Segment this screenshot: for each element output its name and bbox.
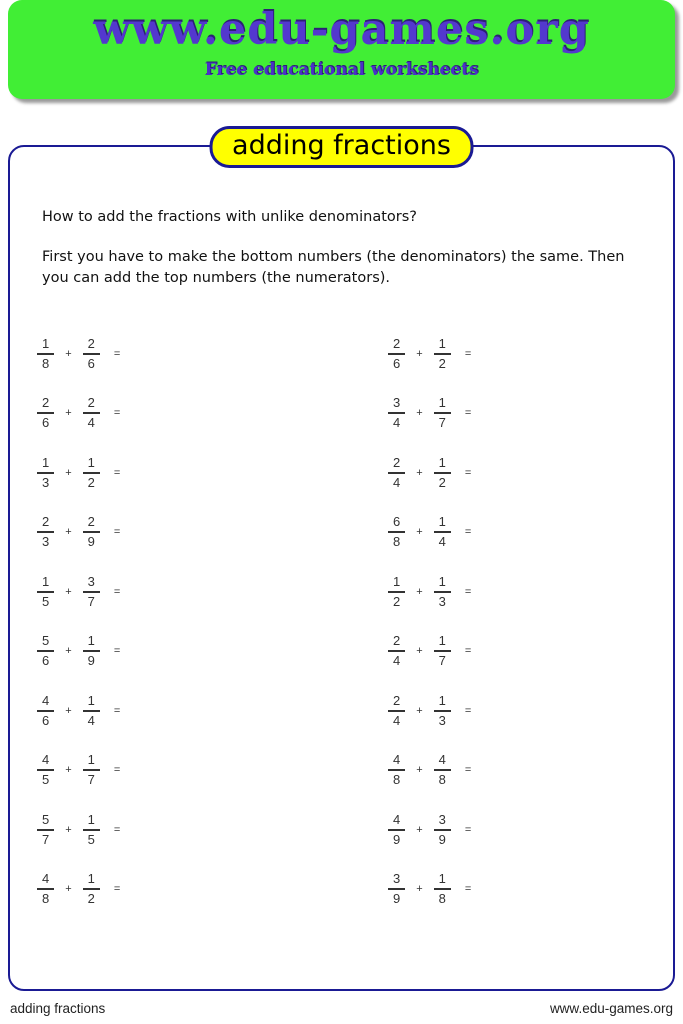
denominator: 2: [87, 891, 95, 907]
numerator: 6: [388, 515, 405, 533]
numerator: 3: [83, 575, 100, 593]
plus-operator: +: [416, 466, 423, 479]
equals-sign: =: [464, 704, 472, 717]
plus-operator: +: [416, 704, 423, 717]
plus-operator: +: [416, 883, 423, 896]
fraction-first: [388, 753, 405, 787]
fraction-first: [37, 872, 54, 906]
equals-sign: =: [464, 347, 472, 360]
fraction-problem: [388, 860, 673, 920]
fraction-problem: [388, 741, 673, 801]
denominator: 2: [438, 355, 446, 371]
denominator: 7: [87, 772, 95, 788]
denominator: 7: [42, 831, 50, 847]
numerator: 1: [37, 337, 54, 355]
denominator: 7: [438, 415, 446, 431]
numerator: 4: [37, 694, 54, 712]
fraction-second: [83, 872, 100, 906]
numerator: 5: [37, 813, 54, 831]
denominator: 9: [87, 653, 95, 669]
equals-sign: =: [113, 407, 121, 420]
numerator: 1: [434, 337, 451, 355]
denominator: 4: [393, 653, 401, 669]
denominator: 6: [87, 355, 95, 371]
denominator: 8: [393, 772, 401, 788]
denominator: 4: [393, 712, 401, 728]
denominator: 9: [393, 831, 401, 847]
numerator: 1: [83, 694, 100, 712]
problems-column-right: [388, 324, 673, 919]
fraction-second: [434, 872, 451, 906]
fraction-second: [83, 515, 100, 549]
denominator: 5: [42, 772, 50, 788]
numerator: 1: [434, 694, 451, 712]
fraction-problem: [37, 443, 388, 503]
numerator: 1: [434, 872, 451, 890]
equals-sign: =: [113, 883, 121, 896]
numerator: 5: [37, 634, 54, 652]
fraction-second: [434, 456, 451, 490]
denominator: 3: [42, 534, 50, 550]
numerator: 1: [37, 575, 54, 593]
fraction-second: [83, 753, 100, 787]
problems-column-left: [37, 324, 388, 919]
numerator: 1: [434, 575, 451, 593]
numerator: 4: [388, 813, 405, 831]
fraction-problem: [388, 324, 673, 384]
fraction-second: [83, 634, 100, 668]
denominator: 2: [87, 474, 95, 490]
denominator: 2: [393, 593, 401, 609]
footer-site-url: www.edu-games.org: [549, 1001, 673, 1016]
equals-sign: =: [464, 466, 472, 479]
fraction-problem: [388, 443, 673, 503]
plus-operator: +: [416, 407, 423, 420]
fraction-second: [83, 694, 100, 728]
equals-sign: =: [113, 526, 121, 539]
equals-sign: =: [113, 645, 121, 658]
fraction-first: [37, 575, 54, 609]
equals-sign: =: [113, 704, 121, 717]
numerator: 1: [83, 634, 100, 652]
numerator: 2: [388, 634, 405, 652]
denominator: 9: [87, 534, 95, 550]
fraction-problem: [37, 324, 388, 384]
denominator: 8: [438, 772, 446, 788]
numerator: 2: [37, 396, 54, 414]
denominator: 2: [438, 474, 446, 490]
equals-sign: =: [113, 347, 121, 360]
plus-operator: +: [416, 764, 423, 777]
numerator: 4: [388, 753, 405, 771]
denominator: 4: [393, 474, 401, 490]
numerator: 2: [83, 337, 100, 355]
fraction-problem: [388, 800, 673, 860]
numerator: 4: [37, 753, 54, 771]
denominator: 6: [393, 355, 401, 371]
fraction-second: [83, 575, 100, 609]
plus-operator: +: [416, 823, 423, 836]
page-footer: [10, 1001, 673, 1016]
fraction-first: [388, 337, 405, 371]
equals-sign: =: [113, 764, 121, 777]
fraction-second: [434, 396, 451, 430]
denominator: 5: [42, 593, 50, 609]
fraction-problem: [388, 503, 673, 563]
plus-operator: +: [65, 585, 72, 598]
denominator: 7: [87, 593, 95, 609]
plus-operator: +: [65, 704, 72, 717]
denominator: 4: [393, 415, 401, 431]
fraction-first: [388, 634, 405, 668]
plus-operator: +: [416, 526, 423, 539]
fraction-first: [388, 872, 405, 906]
numerator: 1: [83, 872, 100, 890]
denominator: 8: [393, 534, 401, 550]
denominator: 6: [42, 653, 50, 669]
numerator: 2: [83, 515, 100, 533]
fraction-second: [434, 694, 451, 728]
denominator: 6: [42, 712, 50, 728]
plus-operator: +: [416, 645, 423, 658]
numerator: 1: [83, 456, 100, 474]
numerator: 2: [83, 396, 100, 414]
plus-operator: +: [65, 764, 72, 777]
plus-operator: +: [416, 347, 423, 360]
equals-sign: =: [113, 823, 121, 836]
fraction-problem: [37, 562, 388, 622]
fraction-problem: [37, 622, 388, 682]
footer-worksheet-name: adding fractions: [10, 1001, 106, 1016]
fraction-problem: [37, 503, 388, 563]
numerator: 2: [388, 337, 405, 355]
fraction-second: [83, 456, 100, 490]
fraction-problem: [37, 860, 388, 920]
denominator: 8: [42, 891, 50, 907]
fraction-second: [83, 813, 100, 847]
fraction-first: [37, 396, 54, 430]
site-title: www.edu-games.org: [93, 5, 590, 55]
plus-operator: +: [65, 823, 72, 836]
denominator: 6: [42, 415, 50, 431]
plus-operator: +: [65, 407, 72, 420]
denominator: 8: [42, 355, 50, 371]
denominator: 3: [438, 712, 446, 728]
fraction-problem: [37, 681, 388, 741]
denominator: 9: [393, 891, 401, 907]
denominator: 8: [438, 891, 446, 907]
fraction-second: [434, 337, 451, 371]
equals-sign: =: [464, 764, 472, 777]
plus-operator: +: [65, 883, 72, 896]
fraction-second: [83, 396, 100, 430]
fraction-first: [37, 634, 54, 668]
numerator: 1: [434, 515, 451, 533]
numerator: 1: [434, 634, 451, 652]
equals-sign: =: [464, 883, 472, 896]
fraction-first: [37, 753, 54, 787]
fraction-first: [37, 515, 54, 549]
numerator: 1: [37, 456, 54, 474]
plus-operator: +: [65, 347, 72, 360]
fraction-first: [388, 813, 405, 847]
site-subtitle: Free educational worksheets: [204, 60, 479, 80]
numerator: 1: [83, 753, 100, 771]
fraction-problem: [388, 562, 673, 622]
fraction-second: [83, 337, 100, 371]
numerator: 2: [388, 456, 405, 474]
instruction-explanation: First you have to make the bottom numbers (the denominators) the same. Then you can add the top numbers (the numerators).: [42, 249, 625, 287]
fraction-first: [37, 337, 54, 371]
numerator: 3: [434, 813, 451, 831]
plus-operator: +: [416, 585, 423, 598]
denominator: 4: [87, 712, 95, 728]
plus-operator: +: [65, 466, 72, 479]
fraction-problem: [37, 741, 388, 801]
fraction-first: [388, 456, 405, 490]
fraction-second: [434, 753, 451, 787]
numerator: 1: [434, 396, 451, 414]
site-header: [8, 0, 675, 99]
problems-grid: [10, 324, 673, 919]
equals-sign: =: [464, 645, 472, 658]
fraction-problem: [388, 622, 673, 682]
numerator: 1: [434, 456, 451, 474]
denominator: 4: [438, 534, 446, 550]
instruction-question: How to add the fractions with unlike denominators?: [42, 209, 417, 225]
denominator: 9: [438, 831, 446, 847]
denominator: 3: [438, 593, 446, 609]
plus-operator: +: [65, 645, 72, 658]
numerator: 1: [83, 813, 100, 831]
numerator: 3: [388, 872, 405, 890]
equals-sign: =: [113, 585, 121, 598]
fraction-second: [434, 634, 451, 668]
fraction-second: [434, 813, 451, 847]
fraction-problem: [37, 800, 388, 860]
fraction-first: [388, 515, 405, 549]
numerator: 2: [37, 515, 54, 533]
denominator: 7: [438, 653, 446, 669]
fraction-first: [388, 575, 405, 609]
numerator: 3: [388, 396, 405, 414]
worksheet-title-badge: adding fractions: [209, 126, 474, 168]
equals-sign: =: [464, 585, 472, 598]
denominator: 3: [42, 474, 50, 490]
fraction-problem: [388, 681, 673, 741]
fraction-first: [388, 694, 405, 728]
fraction-problem: [37, 384, 388, 444]
equals-sign: =: [464, 823, 472, 836]
fraction-second: [434, 575, 451, 609]
equals-sign: =: [464, 407, 472, 420]
numerator: 1: [388, 575, 405, 593]
numerator: 2: [388, 694, 405, 712]
worksheet-sheet: [8, 130, 675, 991]
plus-operator: +: [65, 526, 72, 539]
denominator: 5: [87, 831, 95, 847]
equals-sign: =: [464, 526, 472, 539]
fraction-second: [434, 515, 451, 549]
numerator: 4: [37, 872, 54, 890]
denominator: 4: [87, 415, 95, 431]
fraction-first: [37, 813, 54, 847]
fraction-first: [37, 456, 54, 490]
fraction-first: [37, 694, 54, 728]
fraction-problem: [388, 384, 673, 444]
numerator: 4: [434, 753, 451, 771]
fraction-first: [388, 396, 405, 430]
equals-sign: =: [113, 466, 121, 479]
